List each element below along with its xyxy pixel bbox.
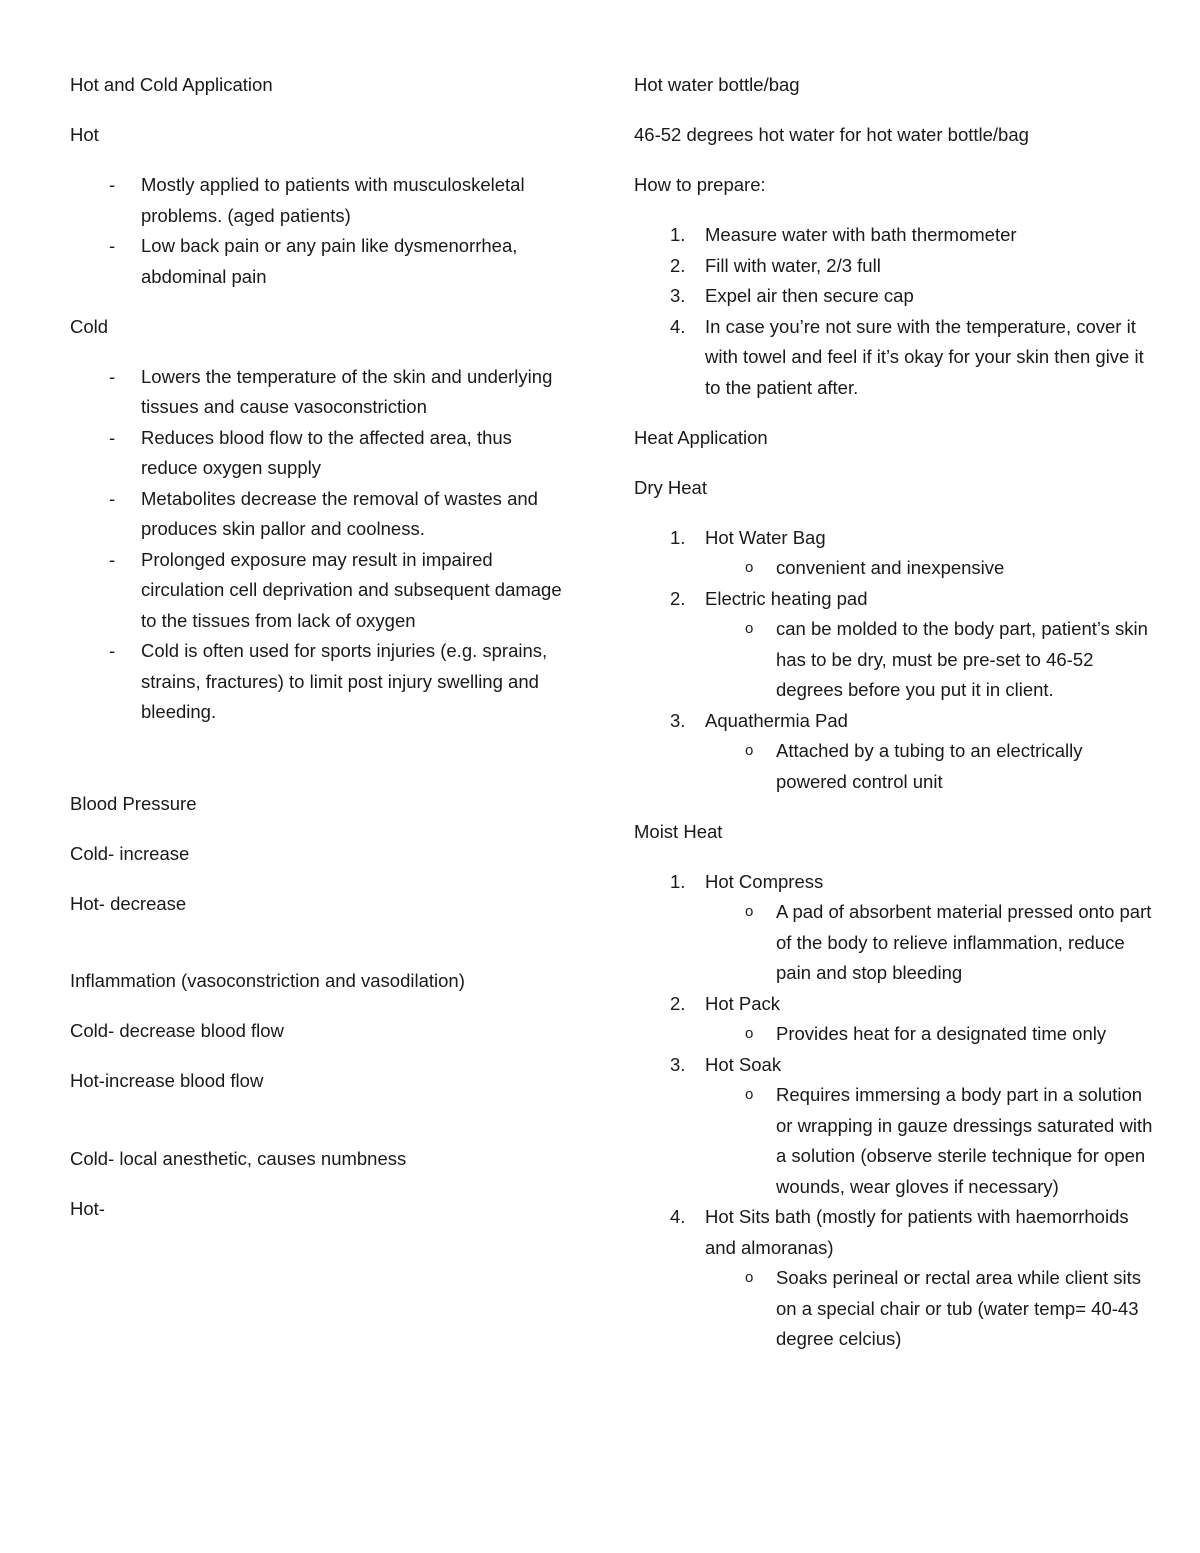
step-number: 4. — [670, 315, 686, 337]
dash-marker: - — [109, 235, 116, 256]
list-item-text: Reduces blood flow to the affected area, thus reduce oxygen supply — [141, 426, 512, 478]
dash-marker: - — [109, 548, 116, 570]
sub-item-text: Soaks perineal or rectal area while client sits on a special chair or tub (water temp= 40-43 degree celcius) — [776, 1267, 1142, 1349]
list-item — [70, 362, 570, 423]
list-item-text: Mostly applied to patients with musculoskeletal problems. (aged patients) — [141, 174, 525, 226]
right-column — [634, 70, 1154, 1374]
sub-item — [634, 897, 1154, 989]
dash-marker: - — [109, 640, 116, 661]
sub-bullet-marker: o — [745, 1269, 754, 1286]
hot-list — [70, 170, 570, 292]
sub-item-text: can be molded to the body part, patient’s skin has to be dry, must be pre-set to 46-52 degrees before you put it in client. — [776, 618, 1148, 700]
bottle-heading: Hot water bottle/bag — [634, 74, 800, 95]
item-text: Hot Pack — [705, 992, 781, 1014]
item-text: Electric heating pad — [705, 587, 868, 609]
list-item — [634, 1202, 1154, 1355]
bp-hot-line: Hot- decrease — [70, 892, 187, 914]
list-item — [634, 706, 1154, 798]
prepare-steps — [634, 220, 1154, 403]
sub-list — [705, 1019, 1154, 1050]
anesthetic-hot-line: Hot- — [70, 1197, 105, 1219]
cold-list — [70, 362, 570, 728]
sub-item — [634, 736, 1154, 797]
list-item — [70, 636, 570, 728]
prepare-heading: How to prepare: — [634, 174, 766, 195]
dash-marker: - — [109, 174, 116, 195]
sub-list — [705, 897, 1154, 989]
item-text: Hot Sits bath (mostly for patients with haemorrhoids and almoranas) — [705, 1206, 1129, 1258]
inflammation-heading: Inflammation (vasoconstriction and vasodilation) — [70, 970, 465, 991]
sub-list — [705, 736, 1154, 797]
list-item — [634, 584, 1154, 706]
list-item — [634, 867, 1154, 989]
heat-application-heading: Heat Application — [634, 426, 768, 448]
item-number: 2. — [670, 992, 686, 1014]
dash-marker: - — [109, 426, 116, 448]
list-item-text: Metabolites decrease the removal of wastes and produces skin pallor and coolness. — [141, 487, 538, 539]
item-number: 3. — [670, 709, 686, 731]
inflammation-hot-line: Hot-increase blood flow — [70, 1070, 264, 1091]
sub-list — [705, 1263, 1154, 1355]
step-number: 1. — [670, 224, 686, 245]
moist-heat-heading: Moist Heat — [634, 820, 723, 842]
sub-bullet-marker: o — [745, 742, 754, 759]
list-item — [70, 545, 570, 637]
anesthetic-cold-line: Cold- local anesthetic, causes numbness — [70, 1147, 407, 1169]
item-number: 3. — [670, 1053, 686, 1075]
sub-list — [705, 553, 1154, 584]
list-item — [70, 231, 570, 292]
item-text: Hot Compress — [705, 870, 824, 892]
sub-item-text: Requires immersing a body part in a solution or wrapping in gauze dressings saturated with a solution (observe sterile technique for open wounds, wear gloves if necessary) — [776, 1084, 1153, 1197]
inflammation-cold-line: Cold- decrease blood flow — [70, 1020, 284, 1041]
item-text: Hot Water Bag — [705, 526, 826, 548]
sub-item-text: Attached by a tubing to an electrically powered control unit — [776, 740, 1083, 792]
step-number: 2. — [670, 254, 686, 276]
item-text: Hot Soak — [705, 1053, 782, 1075]
sub-item — [634, 1080, 1154, 1202]
bottle-temperature: 46-52 degrees hot water for hot water bottle/bag — [634, 124, 1029, 145]
sub-item-text: convenient and inexpensive — [776, 557, 1005, 578]
moist-heat-list — [634, 867, 1154, 1355]
dash-marker: - — [109, 487, 116, 509]
blood-pressure-heading: Blood Pressure — [70, 792, 197, 814]
sub-bullet-marker: o — [745, 559, 754, 576]
item-number: 2. — [670, 587, 686, 609]
sub-item — [634, 1263, 1154, 1355]
step-text: Measure water with bath thermometer — [705, 224, 1017, 245]
list-item — [634, 220, 1154, 251]
sub-bullet-marker: o — [745, 1086, 754, 1103]
document-title: Hot and Cold Application — [70, 74, 273, 95]
item-text: Aquathermia Pad — [705, 709, 848, 731]
list-item — [634, 989, 1154, 1050]
bp-cold-line: Cold- increase — [70, 842, 190, 864]
step-text: Fill with water, 2/3 full — [705, 254, 881, 276]
list-item-text: Lowers the temperature of the skin and underlying tissues and cause vasoconstriction — [141, 365, 553, 417]
list-item — [634, 281, 1154, 312]
dry-heat-list — [634, 523, 1154, 798]
sub-item — [634, 1019, 1154, 1050]
sub-bullet-marker: o — [745, 903, 754, 920]
dash-marker: - — [109, 365, 116, 387]
sub-item-text: Provides heat for a designated time only — [776, 1023, 1107, 1044]
list-item — [70, 423, 570, 484]
list-item-text: Prolonged exposure may result in impaired circulation cell deprivation and subsequent damage to the tissues from lack of oxygen — [141, 548, 562, 631]
item-number: 4. — [670, 1206, 686, 1227]
list-item — [634, 523, 1154, 584]
list-item-text: Low back pain or any pain like dysmenorrhea, abdominal pain — [141, 235, 518, 287]
sub-list — [705, 614, 1154, 706]
hot-heading: Hot — [70, 124, 99, 145]
list-item — [634, 312, 1154, 404]
list-item — [634, 1050, 1154, 1203]
cold-heading: Cold — [70, 315, 109, 337]
list-item-text: Cold is often used for sports injuries (e.g. sprains, strains, fractures) to limit post injury swelling and bleeding. — [141, 640, 548, 722]
step-text: Expel air then secure cap — [705, 285, 914, 306]
item-number: 1. — [670, 870, 686, 892]
sub-item — [634, 553, 1154, 584]
step-text: In case you’re not sure with the temperature, cover it with towel and feel if it’s okay for your skin then give it to the patient after. — [705, 315, 1144, 398]
sub-list — [705, 1080, 1154, 1202]
step-number: 3. — [670, 285, 686, 306]
sub-item — [634, 614, 1154, 706]
left-column — [70, 70, 570, 1244]
item-number: 1. — [670, 526, 686, 548]
list-item — [70, 484, 570, 545]
list-item — [634, 251, 1154, 282]
sub-bullet-marker: o — [745, 620, 754, 637]
dry-heat-heading: Dry Heat — [634, 476, 707, 498]
sub-item-text: A pad of absorbent material pressed onto part of the body to relieve inflammation, reduce pain and stop bleeding — [776, 901, 1152, 983]
sub-bullet-marker: o — [745, 1025, 754, 1042]
list-item — [70, 170, 570, 231]
